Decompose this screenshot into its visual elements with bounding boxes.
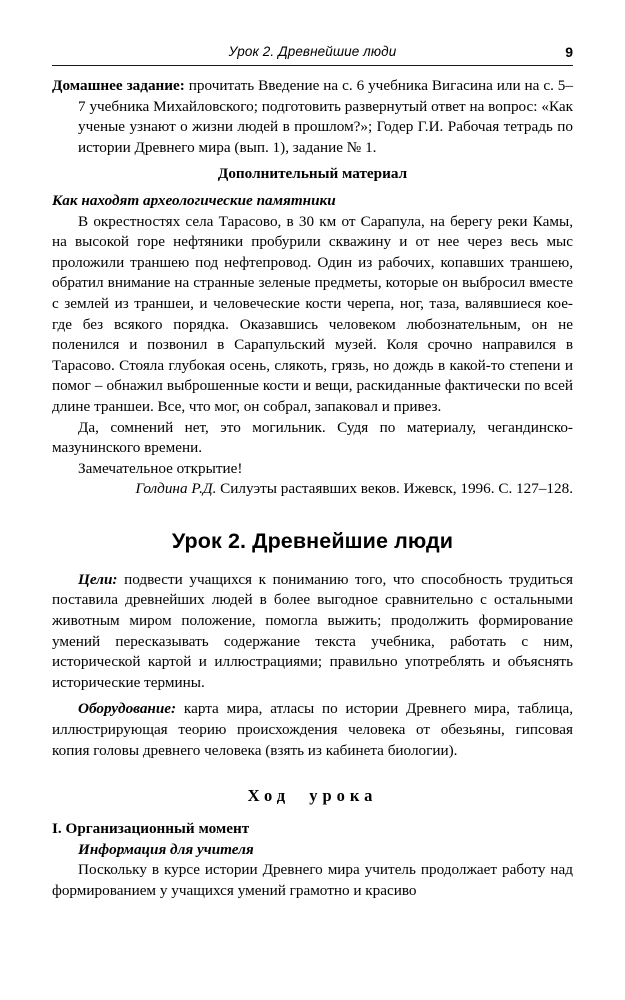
goals-text: подвести учащихся к пониманию того, что способность трудиться поставила древнейших людей в более выгодное сравнительно с остальными животным миром положение, помогла выжить; продолжить формирование умений пересказывать содержание текста учебника, работать с ним, исторической картой и иллюстрациями; правильно употреблять и объяснять исторические термины.	[52, 570, 573, 691]
section-paragraph-teacher-info: Поскольку в курсе истории Древнего мира учитель продолжает работу над формированием у учащихся умений грамотно и красиво	[52, 861, 573, 899]
citation	[52, 479, 573, 500]
citation-source: Силуэты растаявших веков. Ижевск, 1996. С. 127–128.	[216, 480, 573, 498]
extra-material-paragraph-3: Замечательное открытие!	[78, 459, 243, 477]
homework-label: Домашнее задание:	[52, 77, 185, 94]
running-head	[52, 44, 573, 70]
citation-author: Голдина Р.Д.	[135, 480, 217, 498]
equipment-label: Оборудование:	[78, 700, 177, 718]
section-heading-organizational: I. Организационный момент	[52, 820, 250, 838]
section-subheading-teacher-info: Информация для учителя	[78, 840, 254, 858]
homework-text: прочитать Введение на с. 6 учебника Вигасина или на с. 5–7 учебника Михайловского; подготовить развернутый ответ на вопрос: «Как ученые узнают о жизни людей в прошлом?»; Годер Г.И. Рабочая тетрадь по истории Древнего мира (вып. 1), задание № 1.	[78, 77, 573, 156]
page-number: 9	[565, 44, 573, 60]
extra-material-paragraph-1: В окрестностях села Тарасово, в 30 км от Сарапула, на берегу реки Камы, на высокой горе нефтяники пробурили скважину и от нее через весь мыс проложили траншею под нефтепровод. Один из рабочих, копавших траншею, обратил внимание на странные зеленые предметы, которые он выбросил вместе с землей из траншеи, и человеческие кости черепа, ног, таза, валявшиеся кое-где без всякого порядка. Оказавшись человеком любознательным, он не поленился и позвонил в Сарапульский музей. Коля срочно направился в Тарасово. Стояла глубокая осень, слякоть, грязь, но дождь в какой-то степени и помог – обнажил выброшенные кости и вещи, раскиданные фактически по всей длине траншеи. Все, что мог, он собрал, запаковал и привез.	[52, 212, 573, 415]
goals-paragraph	[52, 570, 573, 694]
header-divider	[52, 65, 573, 66]
homework-paragraph	[52, 76, 573, 158]
extra-material-paragraph-2: Да, сомнений нет, это могильник. Судя по материалу, чегандинско-мазунинского времени.	[52, 418, 573, 457]
goals-label: Цели:	[78, 570, 118, 588]
equipment-paragraph	[52, 699, 573, 761]
lesson-title: Урок 2. Древнейшие люди	[171, 528, 454, 553]
extra-material-subheading: Как находят археологические памятники	[52, 191, 336, 209]
extra-material-heading: Дополнительный материал	[217, 165, 408, 183]
text-column	[52, 76, 573, 902]
course-of-lesson-heading: Ход урока	[247, 786, 378, 806]
equipment-text: карта мира, атласы по истории Древнего мира, таблица, иллюстрирующая теорию происхождения человека от обезьяны, гипсовая копия головы древнего человека (взять из кабинета биологии).	[52, 700, 573, 759]
running-head-title: Урок 2. Древнейшие люди	[228, 44, 397, 59]
